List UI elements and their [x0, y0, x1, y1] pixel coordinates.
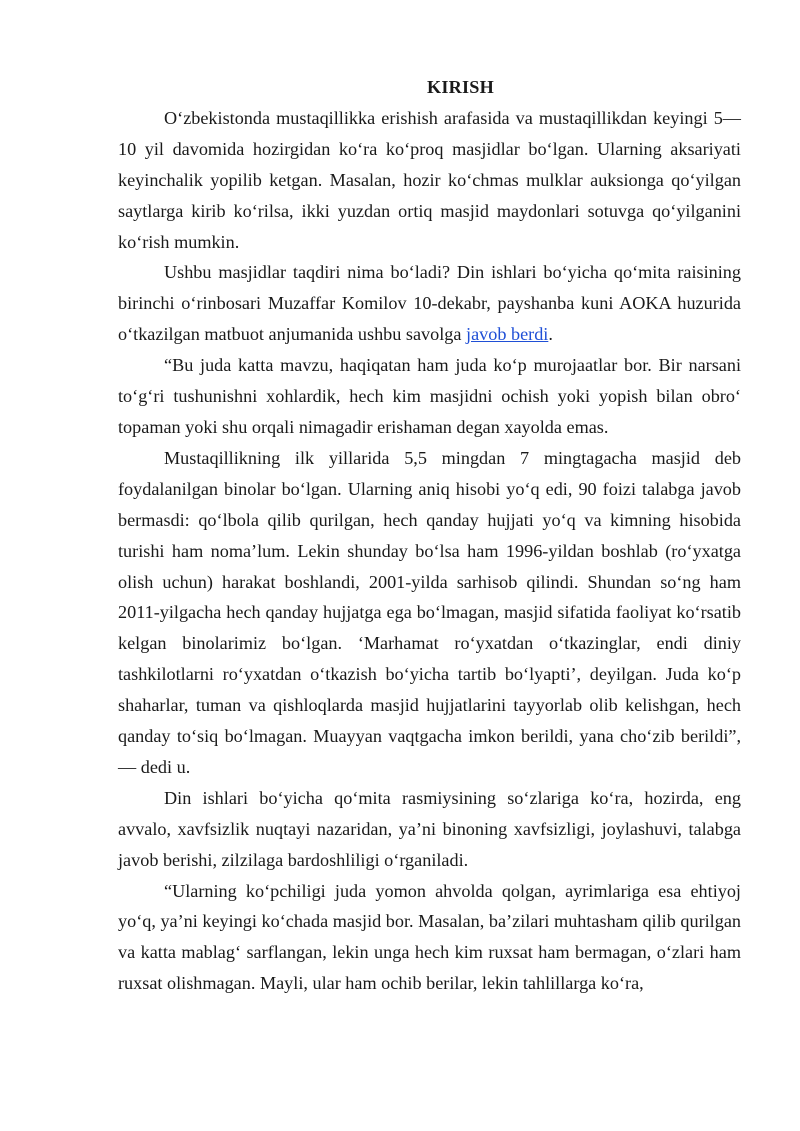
paragraph-2-text: Ushbu masjidlar taqdiri nima bo‘ladi? Din ishlari bo‘yicha qo‘mita raisining birinchi o‘rinbosari Muzaffar Komilov 10-dekabr, payshanba kuni AOKA huzurida o‘tkazilgan matbuot anjumanida ushbu savolga	[118, 262, 741, 345]
paragraph-2-end: .	[548, 324, 553, 345]
paragraph-6: “Ularning ko‘pchiligi juda yomon ahvolda qolgan, ayrimlariga esa ehtiyoj yo‘q, ya’ni keyingi ko‘chada masjid bor. Masalan, ba’zilari muhtasham qilib qurilgan va katta mablag‘ sarflangan, lekin unga hech kim ruxsat ham bermagan, o‘zlari ham ruxsat olishmagan. Mayli, ular ham ochib berilar, lekin tahlillarga ko‘ra,	[118, 880, 741, 994]
paragraph-1: O‘zbekistonda mustaqillikka erishish arafasida va mustaqillikdan keyingi 5—10 yil davomida hozirgidan ko‘ra ko‘proq masjidlar bo‘lgan. Ularning aksariyati keyinchalik yopilib ketgan. Masalan, hozir ko‘chmas mulklar auksionga qo‘yilgan saytlarga kirib ko‘rilsa, ikki yuzdan ortiq masjid maydonlari sotuvga qo‘yilganini ko‘rish mumkin.	[118, 107, 741, 252]
javob-berdi-link[interactable]: javob berdi	[466, 324, 549, 345]
paragraph-3: “Bu juda katta mavzu, haqiqatan ham juda ko‘p murojaatlar bor. Bir narsani to‘g‘ri tushunishni xohlardik, hech kim masjidni ochish yoki yopish bilan obro‘ topaman yoki shu orqali nimagadir erishaman degan xayolda emas.	[118, 355, 741, 437]
paragraph-5: Din ishlari bo‘yicha qo‘mita rasmiysining so‘zlariga ko‘ra, hozirda, eng avvalo, xavfsizlik nuqtayi nazaridan, ya’ni binoning xavfsizligi, joylashuvi, talabga javob berishi, zilzilaga bardoshliligi o‘rganiladi.	[118, 787, 741, 870]
paragraph-2	[118, 257, 741, 350]
document-page	[118, 72, 741, 999]
paragraph-4: Mustaqillikning ilk yillarida 5,5 mingdan 7 mingtagacha masjid deb foydalanilgan binolar bo‘lgan. Ularning aniq hisobi yo‘q edi, 90 foizi talabga javob bermasdi: qo‘lbola qilib qurilgan, hech qanday hujjati yo‘q va kimning hisobida turishi ham noma’lum. Lekin shunday bo‘lsa ham 1996-yildan boshlab (ro‘yxatga olish uchun) harakat boshlandi, 2001-yilda sarhisob qilindi. Shundan so‘ng ham 2011-yilgacha hech qanday hujjatga ega bo‘lmagan, masjid sifatida faoliyat ko‘rsatib kelgan binolarimiz bo‘lgan. ‘Marhamat ro‘yxatdan o‘tkazinglar, endi diniy tashkilotlarni ro‘yxatdan o‘tkazish bo‘yicha tartib bo‘lyapti’, deyilgan. Juda ko‘p shaharlar, tuman va qishloqlarda masjid hujjatlarini tayyorlab olib kelishgan, hech qanday to‘siq bo‘lmagan. Muayyan vaqtgacha imkon berildi, yana cho‘zib berildi”, — dedi u.	[118, 447, 741, 777]
section-heading: KIRISH	[427, 77, 494, 97]
